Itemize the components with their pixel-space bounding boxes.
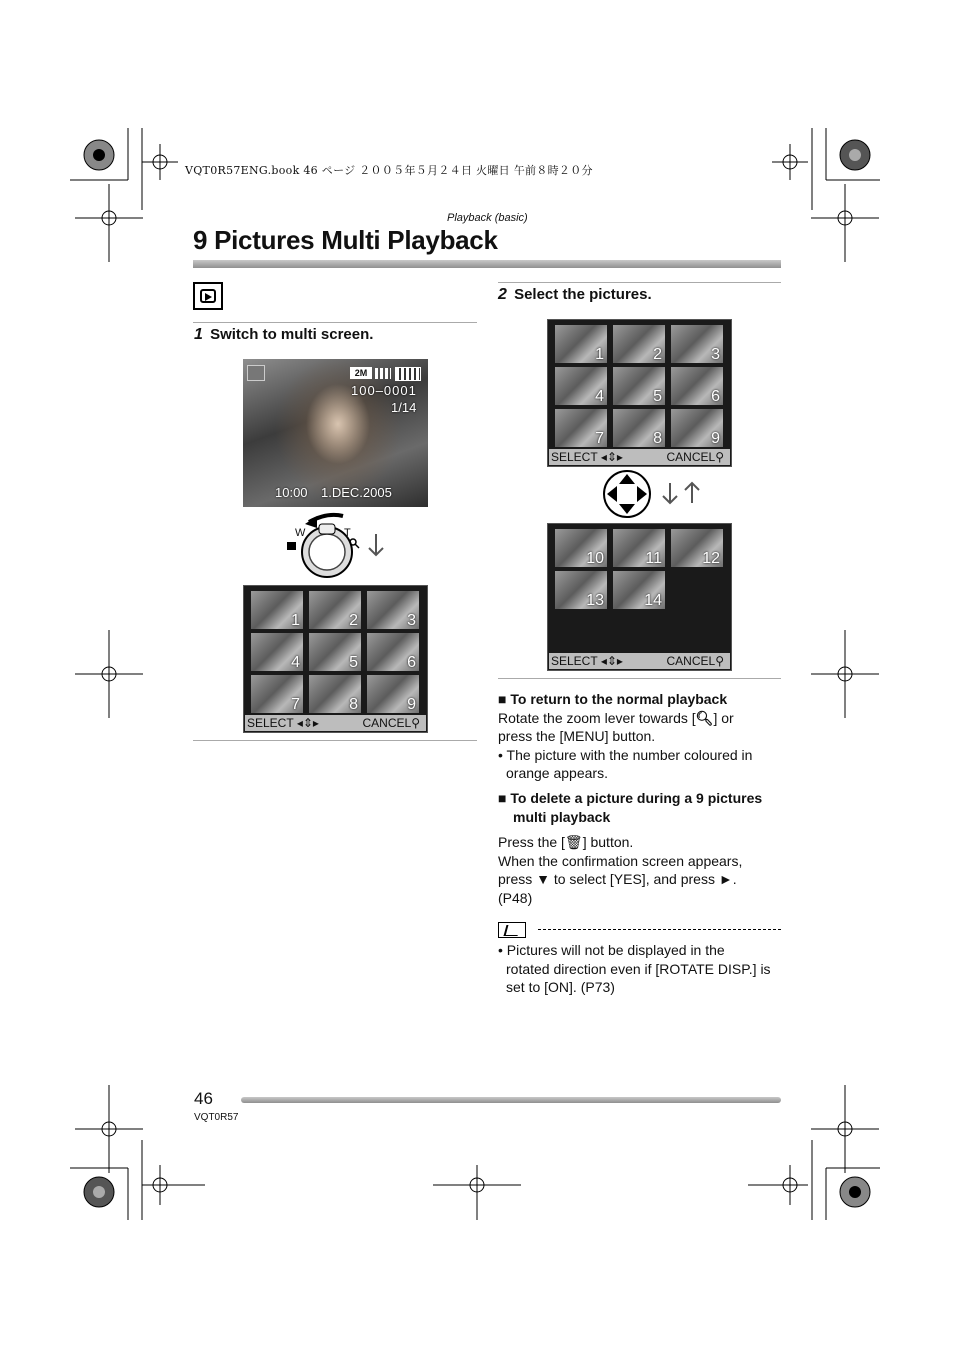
- section-label: Playback (basic): [447, 212, 528, 224]
- cancel-label: CANCEL: [362, 716, 412, 730]
- thumbnail: 9: [367, 675, 419, 713]
- thumbnail: 3: [367, 591, 419, 629]
- delete-text: Press the [: [498, 834, 565, 850]
- thumbnail: 14: [613, 571, 665, 609]
- arrows-icon: ◂⇕▸: [600, 654, 623, 668]
- thumbnail: 1: [251, 591, 303, 629]
- delete-text: press ▼ to select [YES], and press ►.: [498, 871, 737, 887]
- cancel-label: CANCEL: [666, 450, 716, 464]
- step-number: 1: [194, 326, 203, 343]
- thumbnail: 7: [555, 409, 607, 447]
- tele-label: T: [344, 527, 351, 539]
- cursor-button-illustration: [602, 469, 706, 521]
- page-title: 9 Pictures Multi Playback: [193, 225, 498, 255]
- square-bullet-icon: ■: [498, 790, 507, 806]
- step-2: [498, 286, 652, 304]
- thumbnail: 1: [555, 325, 607, 363]
- cancel-label: CANCEL: [666, 654, 716, 668]
- multi-screen-page2: [547, 523, 732, 671]
- thumbnail: 8: [613, 409, 665, 447]
- multi-screen-page1: [547, 319, 732, 467]
- zoom-icon: ⚲: [411, 716, 420, 730]
- wide-label: W: [295, 527, 306, 539]
- thumbnail: 6: [671, 367, 723, 405]
- divider: [193, 740, 477, 741]
- return-bullet: The picture with the number coloured in: [506, 746, 753, 763]
- zoom-lever-illustration: [283, 508, 393, 584]
- square-bullet-icon: ■: [498, 691, 507, 707]
- thumbnail: 2: [309, 591, 361, 629]
- title-underline: [193, 260, 781, 268]
- thumbnail: 8: [309, 675, 361, 713]
- step-label: Switch to multi screen.: [210, 326, 374, 343]
- thumbnail: 12: [671, 529, 723, 567]
- zoom-icon: ⚲: [715, 450, 724, 464]
- note-text: rotated direction even if [ROTATE DISP.] is: [506, 960, 771, 977]
- thumbnail: 13: [555, 571, 607, 609]
- thumbnail: 6: [367, 633, 419, 671]
- trash-icon: 🗑︎: [564, 834, 583, 850]
- step-number: 2: [498, 286, 507, 303]
- thumbnail: 4: [251, 633, 303, 671]
- thumbnail: 9: [671, 409, 723, 447]
- arrows-icon: ◂⇕▸: [296, 716, 319, 730]
- delete-heading: To delete a picture during a 9 pictures: [510, 790, 763, 806]
- thumbnail: 7: [251, 675, 303, 713]
- size-badge: 2M: [350, 367, 372, 379]
- thumbnail: 10: [555, 529, 607, 567]
- note-icon: [498, 922, 526, 938]
- thumbnail: 4: [555, 367, 607, 405]
- delete-text: (P48): [498, 889, 533, 906]
- return-section: ■ To return to the normal playback Rotate the zoom lever towards [🔍︎] or press the [MENU] button. • The picture with the number coloured in orange appears.: [498, 690, 788, 783]
- note-section: • Pictures will not be displayed in the rotated direction even if [ROTATE DISP.] is set to [ON]. (P73): [498, 941, 788, 997]
- divider: [498, 678, 781, 679]
- recording-time: 10:00: [275, 485, 308, 500]
- thumbnail: 2: [613, 325, 665, 363]
- arrows-icon: ◂⇕▸: [600, 450, 623, 464]
- battery-icon: [395, 367, 421, 381]
- thumbnail: 11: [613, 529, 665, 567]
- zoom-icon: ⚲: [715, 654, 724, 668]
- return-bullet: orange appears.: [506, 765, 608, 781]
- return-text: press the [MENU] button.: [498, 728, 656, 744]
- recording-date: 1.DEC.2005: [321, 485, 392, 500]
- select-label: SELECT: [247, 716, 294, 730]
- delete-text: When the confirmation screen appears,: [498, 852, 743, 869]
- playback-mode-icon: [193, 282, 223, 310]
- status-bar: [549, 449, 730, 465]
- note-text: set to [ON]. (P73): [506, 979, 615, 995]
- return-heading: To return to the normal playback: [510, 691, 728, 707]
- return-text: ] or: [713, 709, 734, 726]
- multi-screen-left: [243, 585, 428, 733]
- note-dash-line: [538, 929, 781, 930]
- footer-bar: [241, 1097, 781, 1103]
- play-mode-icon: [247, 365, 265, 381]
- delete-heading: multi playback: [513, 808, 611, 825]
- print-header-line: VQT0R57ENG.book 46 ページ ２００５年５月２４日 火曜日 午前８時２０分: [185, 164, 593, 177]
- delete-section: [498, 789, 788, 907]
- page-number: 46: [194, 1089, 213, 1108]
- select-label: SELECT: [551, 654, 598, 668]
- zoom-icon: 🔍︎: [695, 709, 714, 726]
- divider: [498, 282, 781, 283]
- step-1: [194, 326, 373, 344]
- select-label: SELECT: [551, 450, 598, 464]
- thumbnail: 3: [671, 325, 723, 363]
- quality-icon: [375, 368, 391, 379]
- status-bar: [245, 715, 426, 731]
- picture-count: 1/14: [391, 400, 417, 415]
- return-text: Rotate the zoom lever towards [: [498, 709, 696, 726]
- note-text: Pictures will not be displayed in the: [506, 942, 725, 958]
- model-code: VQT0R57: [194, 1112, 239, 1123]
- status-bar: [549, 653, 730, 669]
- thumbnail: 5: [309, 633, 361, 671]
- delete-text: ] button.: [582, 834, 634, 850]
- divider: [193, 322, 477, 323]
- file-number: 100–0001: [351, 383, 417, 398]
- step-label: Select the pictures.: [514, 286, 652, 303]
- thumbnail: 5: [613, 367, 665, 405]
- single-playback-photo: [243, 359, 428, 507]
